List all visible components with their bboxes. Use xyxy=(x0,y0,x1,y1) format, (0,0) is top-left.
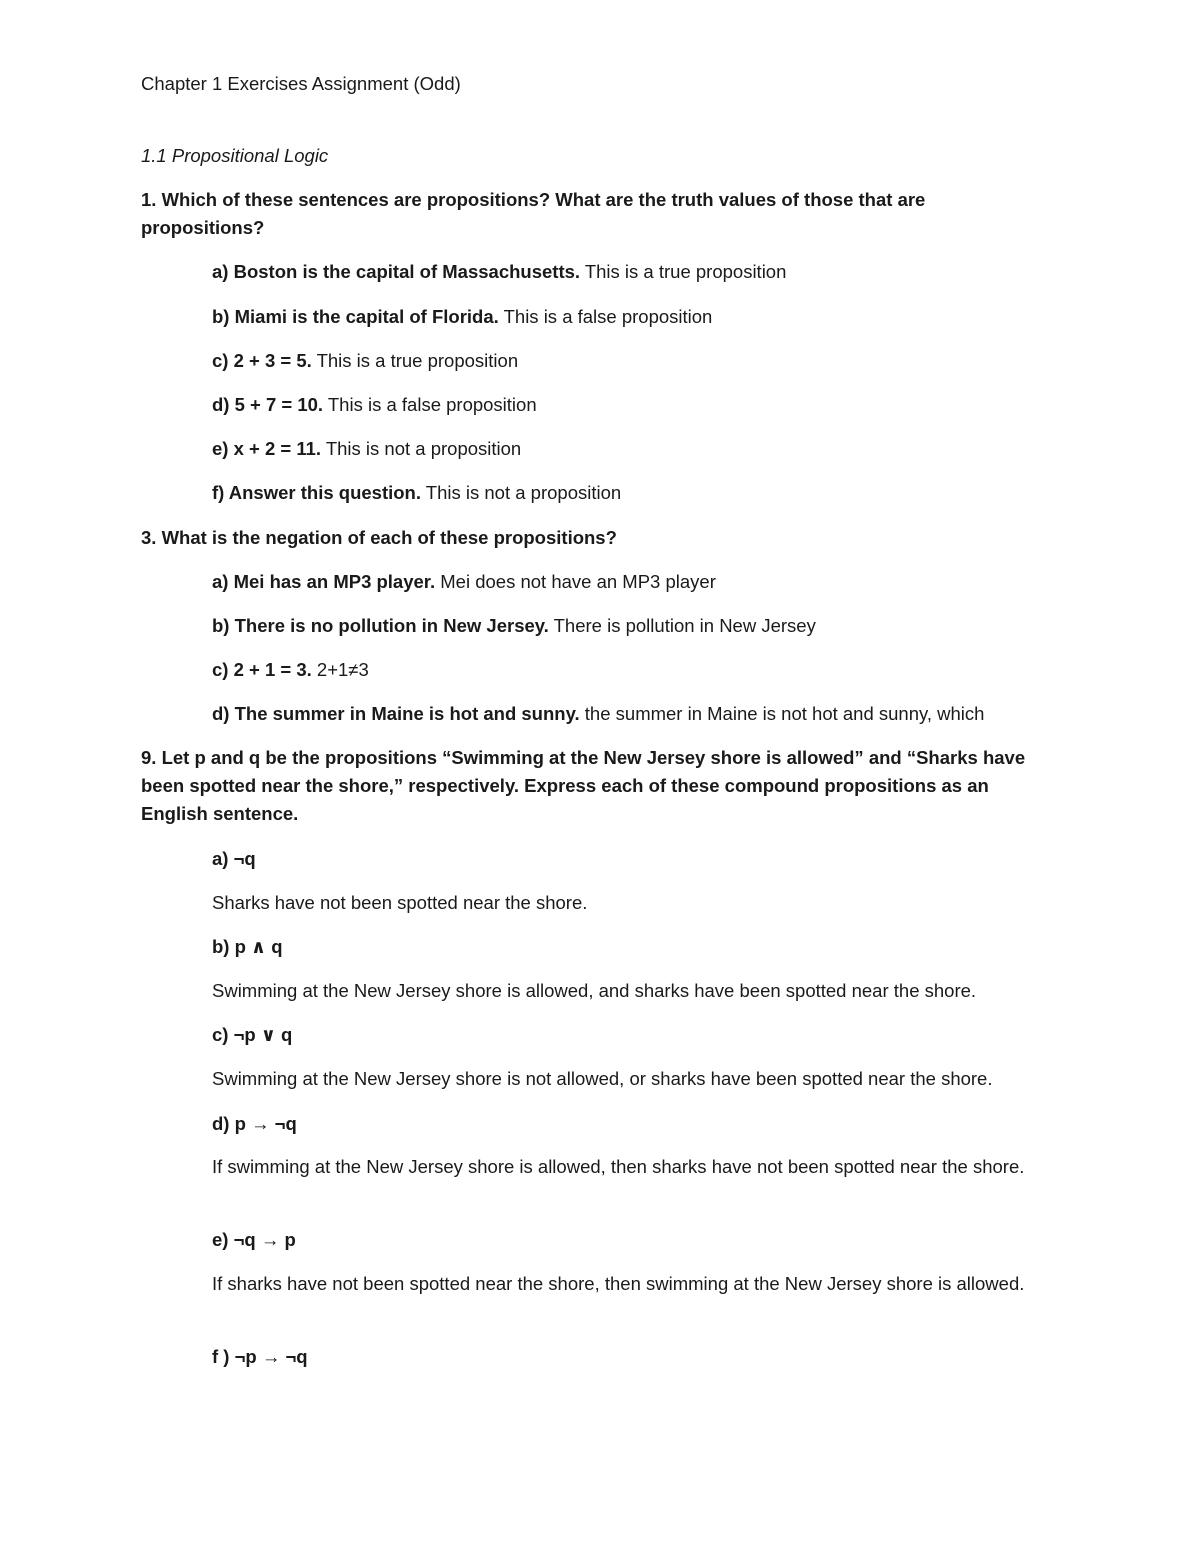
q1-item-c xyxy=(212,347,518,375)
q3-item-a-answer: Mei does not have an MP3 player xyxy=(435,571,716,592)
q1-item-a-question: a) Boston is the capital of Massachusetts. xyxy=(212,261,581,282)
section-heading: 1.1 Propositional Logic xyxy=(141,145,329,166)
q9-item-c-question: c) ¬p ∨ q xyxy=(212,1024,293,1045)
document-title: Chapter 1 Exercises Assignment (Odd) xyxy=(141,73,461,94)
q1-item-e-answer: This is not a proposition xyxy=(321,438,522,459)
q9-item-c-answer: Swimming at the New Jersey shore is not allowed, or sharks have been spotted near the shore. xyxy=(212,1068,993,1089)
q3-item-c-answer: 2+1≠3 xyxy=(311,659,369,680)
q1-item-d-question: d) 5 + 7 = 10. xyxy=(212,394,324,415)
question-3-prompt: 3. What is the negation of each of these propositions? xyxy=(141,527,617,548)
question-9-prompt: 9. Let p and q be the propositions “Swimming at the New Jersey shore is allowed” and “Sharks have been spotted near the shore,” respectively. Express each of these compound propositions as an English sentence. xyxy=(141,747,1026,824)
q9-item-b-answer: Swimming at the New Jersey shore is allowed, and sharks have been spotted near the shore. xyxy=(212,980,977,1001)
q3-item-a xyxy=(212,568,716,596)
q9-item-a-question: a) ¬q xyxy=(212,848,256,869)
q1-item-d xyxy=(212,391,537,419)
q3-item-d-answer: the summer in Maine is not hot and sunny, which xyxy=(579,703,985,724)
q9-item-b-question: b) p ∧ q xyxy=(212,936,283,957)
question-1-prompt: 1. Which of these sentences are propositions? What are the truth values of those that are propositions? xyxy=(141,189,926,238)
q3-item-d xyxy=(212,700,984,728)
q1-item-d-answer: This is a false proposition xyxy=(323,394,537,415)
q9-item-d-answer: If swimming at the New Jersey shore is allowed, then sharks have not been spotted near the shore. xyxy=(212,1156,1025,1177)
q1-item-e xyxy=(212,435,521,463)
q9-item-e-answer: If sharks have not been spotted near the shore, then swimming at the New Jersey shore is allowed. xyxy=(212,1273,1025,1294)
q3-item-d-question: d) The summer in Maine is hot and sunny. xyxy=(212,703,580,724)
q1-item-c-question: c) 2 + 3 = 5. xyxy=(212,350,312,371)
q1-item-b xyxy=(212,303,712,331)
q1-item-a-answer: This is a true proposition xyxy=(580,261,787,282)
q3-item-c xyxy=(212,656,369,684)
q1-item-b-question: b) Miami is the capital of Florida. xyxy=(212,306,499,327)
q1-item-f-question: f) Answer this question. xyxy=(212,482,421,503)
q3-item-b-answer: There is pollution in New Jersey xyxy=(548,615,816,636)
q3-item-c-question: c) 2 + 1 = 3. xyxy=(212,659,312,680)
q3-item-b xyxy=(212,612,816,640)
q1-item-c-answer: This is a true proposition xyxy=(311,350,519,371)
q9-item-f-question: f ) ¬p → ¬q xyxy=(212,1346,308,1367)
q9-item-a-answer: Sharks have not been spotted near the shore. xyxy=(212,892,588,913)
q1-item-a xyxy=(212,258,786,286)
q1-item-e-question: e) x + 2 = 11. xyxy=(212,438,322,459)
q3-item-a-question: a) Mei has an MP3 player. xyxy=(212,571,436,592)
q1-item-f-answer: This is not a proposition xyxy=(421,482,622,503)
q3-item-b-question: b) There is no pollution in New Jersey. xyxy=(212,615,549,636)
q9-item-e-question: e) ¬q → p xyxy=(212,1229,296,1250)
q1-item-f xyxy=(212,479,621,507)
q1-item-b-answer: This is a false proposition xyxy=(498,306,713,327)
q9-item-d-question: d) p → ¬q xyxy=(212,1113,297,1134)
